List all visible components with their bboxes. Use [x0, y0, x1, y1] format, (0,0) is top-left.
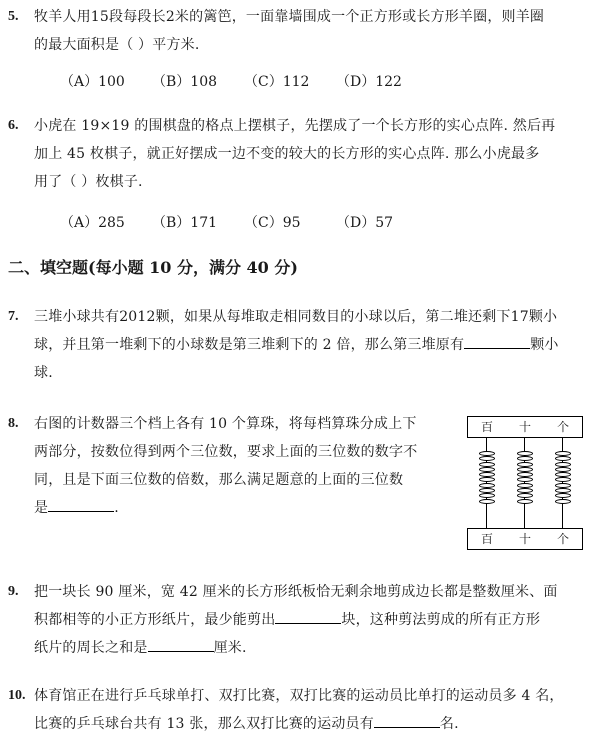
- abacus-bead: [517, 462, 533, 467]
- question-text-line: 是 .: [34, 494, 458, 522]
- abacus-bead: [555, 499, 571, 504]
- question-text-line: 体育馆正在进行乒乓球单打、双打比赛，双打比赛的运动员比单打的运动员多 4 名，: [34, 688, 564, 704]
- question-text-line: 加上 45 枚棋子，就正好摆成一边不变的较大的长方形的实心点阵. 那么小虎最多: [34, 146, 540, 162]
- abacus-label-tens: 十: [518, 532, 531, 546]
- abacus-bead: [555, 456, 571, 461]
- question-9: [8, 578, 590, 662]
- question-text-line: 同，且是下面三位数的倍数，那么满足题意的上面的三位数: [34, 472, 404, 488]
- abacus-bottom-frame: [467, 528, 583, 550]
- abacus-bead: [517, 483, 533, 488]
- question-8: [8, 410, 458, 522]
- abacus-bead: [517, 477, 533, 482]
- abacus-bead: [479, 456, 495, 461]
- question-text-line: 球，并且第一堆剩下的小球数是第三堆剩下的 2 倍，那么第三堆原有 颗小: [34, 331, 590, 359]
- abacus-bead: [479, 493, 495, 498]
- abacus-bead: [479, 451, 495, 456]
- option-a[interactable]: （A）100: [60, 74, 125, 90]
- abacus-bead: [479, 488, 495, 493]
- question-number: 8.: [8, 416, 19, 431]
- question-text-line: 比赛的乒乓球台共有 13 张，那么双打比赛的运动员有 名.: [34, 710, 590, 738]
- abacus-bead: [517, 472, 533, 477]
- abacus-bead: [555, 472, 571, 477]
- options-q5: [60, 72, 428, 92]
- abacus-bead: [555, 462, 571, 467]
- abacus-bead: [479, 472, 495, 477]
- question-5: [8, 3, 590, 59]
- answer-blank[interactable]: [148, 637, 214, 652]
- abacus-label-tens: 十: [518, 420, 531, 434]
- question-text-line: 牧羊人用15段每段长2米的篱笆，一面靠墙围成一个正方形或长方形羊圈，则羊圈: [34, 9, 545, 25]
- abacus-top-frame: [467, 416, 583, 438]
- question-10: [8, 682, 590, 738]
- answer-blank[interactable]: [275, 609, 341, 624]
- abacus-bead: [555, 493, 571, 498]
- abacus-bead: [555, 477, 571, 482]
- abacus-beads-hundreds: [479, 451, 495, 504]
- option-c[interactable]: （C）112: [244, 74, 310, 90]
- abacus-bead: [517, 488, 533, 493]
- abacus-bead: [555, 451, 571, 456]
- question-number: 5.: [8, 9, 19, 24]
- abacus-figure: [467, 416, 583, 550]
- option-a[interactable]: （A）285: [60, 215, 125, 231]
- question-number: 6.: [8, 118, 19, 133]
- abacus-bead: [517, 499, 533, 504]
- abacus-bead: [479, 462, 495, 467]
- question-text-line: 小虎在 19×19 的围棋盘的格点上摆棋子，先摆成了一个长方形的实心点阵. 然后再: [34, 118, 556, 134]
- option-d[interactable]: （D）57: [336, 215, 394, 231]
- abacus-label-hundreds: 百: [480, 532, 493, 546]
- question-7: [8, 303, 590, 387]
- section-heading: 二、填空题(每小题 10 分，满分 40 分): [8, 258, 298, 277]
- answer-blank[interactable]: [464, 334, 530, 349]
- question-text-line: 积都相等的小正方形纸片，最少能剪出 块，这种剪法剪成的所有正方形: [34, 606, 590, 634]
- abacus-bead: [479, 477, 495, 482]
- abacus-label-ones: 个: [556, 420, 569, 434]
- abacus-bead: [479, 467, 495, 472]
- abacus-beads-tens: [517, 451, 533, 504]
- option-d[interactable]: （D）122: [336, 74, 402, 90]
- question-number: 10.: [8, 688, 26, 703]
- option-c[interactable]: （C）95: [244, 215, 301, 231]
- abacus-bead: [555, 467, 571, 472]
- abacus-bead: [517, 493, 533, 498]
- abacus-bead: [517, 456, 533, 461]
- question-text-line: 右图的计数器三个档上各有 10 个算珠，将每档算珠分成上下: [34, 416, 417, 432]
- option-b[interactable]: （B）108: [152, 74, 218, 90]
- abacus-label-hundreds: 百: [480, 420, 493, 434]
- option-b[interactable]: （B）171: [152, 215, 218, 231]
- answer-blank[interactable]: [374, 713, 440, 728]
- abacus-bead: [479, 499, 495, 504]
- options-q6: [60, 213, 428, 233]
- abacus-bead: [517, 467, 533, 472]
- abacus-beads-ones: [555, 451, 571, 504]
- abacus-bead: [517, 451, 533, 456]
- abacus-bead: [555, 483, 571, 488]
- abacus-bead: [555, 488, 571, 493]
- question-text-line: 把一块长 90 厘米，宽 42 厘米的长方形纸板恰无剩余地剪成边长都是整数厘米、面: [34, 584, 558, 600]
- question-text-line: 两部分，按数位得到两个三位数，要求上面的三位数的数字不: [34, 444, 418, 460]
- question-text-line: 用了（ ）枚棋子.: [34, 174, 143, 190]
- question-text-line: 的最大面积是（ ）平方米.: [34, 37, 200, 53]
- question-text-line: 三堆小球共有2012颗，如果从每堆取走相同数目的小球以后，第二堆还剩下17颗小: [34, 309, 558, 325]
- question-text-line: 纸片的周长之和是 厘米.: [34, 634, 590, 662]
- question-6: [8, 112, 590, 196]
- question-number: 7.: [8, 309, 19, 324]
- abacus-label-ones: 个: [556, 532, 569, 546]
- answer-blank[interactable]: [48, 497, 114, 512]
- question-number: 9.: [8, 584, 19, 599]
- abacus-bead: [479, 483, 495, 488]
- question-text-line: 球.: [34, 365, 53, 381]
